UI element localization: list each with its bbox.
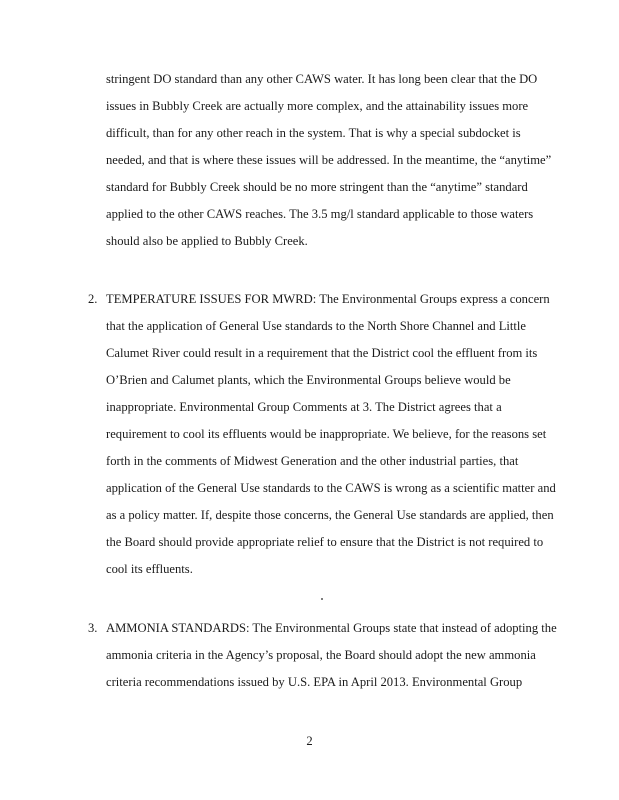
page-number: 2 [306,734,313,748]
paragraph-line: requirement to cool its effluents would be inappropriate. We believe, for the reasons set [106,427,547,441]
paragraph-line: needed, and that is where these issues will be addressed. In the meantime, the “anytime” [106,153,552,167]
paragraph-line: issues in Bubbly Creek are actually more complex, and the attainability issues more [106,99,529,113]
item-heading-line: TEMPERATURE ISSUES FOR MWRD: The Environmental Groups express a concern [106,292,550,306]
paragraph-line: O’Brien and Calumet plants, which the Environmental Groups believe would be [106,373,511,387]
paragraph-line: standard for Bubbly Creek should be no more stringent than the “anytime” standard [106,180,528,194]
item-heading-line: AMMONIA STANDARDS: The Environmental Groups state that instead of adopting the [106,621,557,635]
paragraph-line: difficult, than for any other reach in the system. That is why a special subdocket is [106,126,521,140]
paragraph-line: that the application of General Use standards to the North Shore Channel and Little [106,319,527,333]
item-number: 3. [88,621,98,635]
paragraph-line: ammonia criteria in the Agency’s proposal, the Board should adopt the new ammonia [106,648,536,662]
paragraph-line: as a policy matter. If, despite those concerns, the General Use standards are applied, then [106,508,554,522]
stray-mark [321,598,323,600]
paragraph-line: should also be applied to Bubbly Creek. [106,234,308,248]
paragraph-line: criteria recommendations issued by U.S. EPA in April 2013. Environmental Group [106,675,523,689]
item-number: 2. [88,292,98,306]
paragraph-line: the Board should provide appropriate relief to ensure that the District is not required to [106,535,544,549]
paragraph-line: application of the General Use standards to the CAWS is wrong as a scientific matter and [106,481,556,495]
paragraph-line: inappropriate. Environmental Group Comments at 3. The District agrees that a [106,400,502,414]
paragraph-line: stringent DO standard than any other CAWS water. It has long been clear that the DO [106,72,538,86]
paragraph-line: cool its effluents. [106,562,193,576]
paragraph-line: forth in the comments of Midwest Generation and the other industrial parties, that [106,454,519,468]
paragraph-line: applied to the other CAWS reaches. The 3.5 mg/l standard applicable to those waters [106,207,534,221]
paragraph-line: Calumet River could result in a requirement that the District cool the effluent from its [106,346,538,360]
